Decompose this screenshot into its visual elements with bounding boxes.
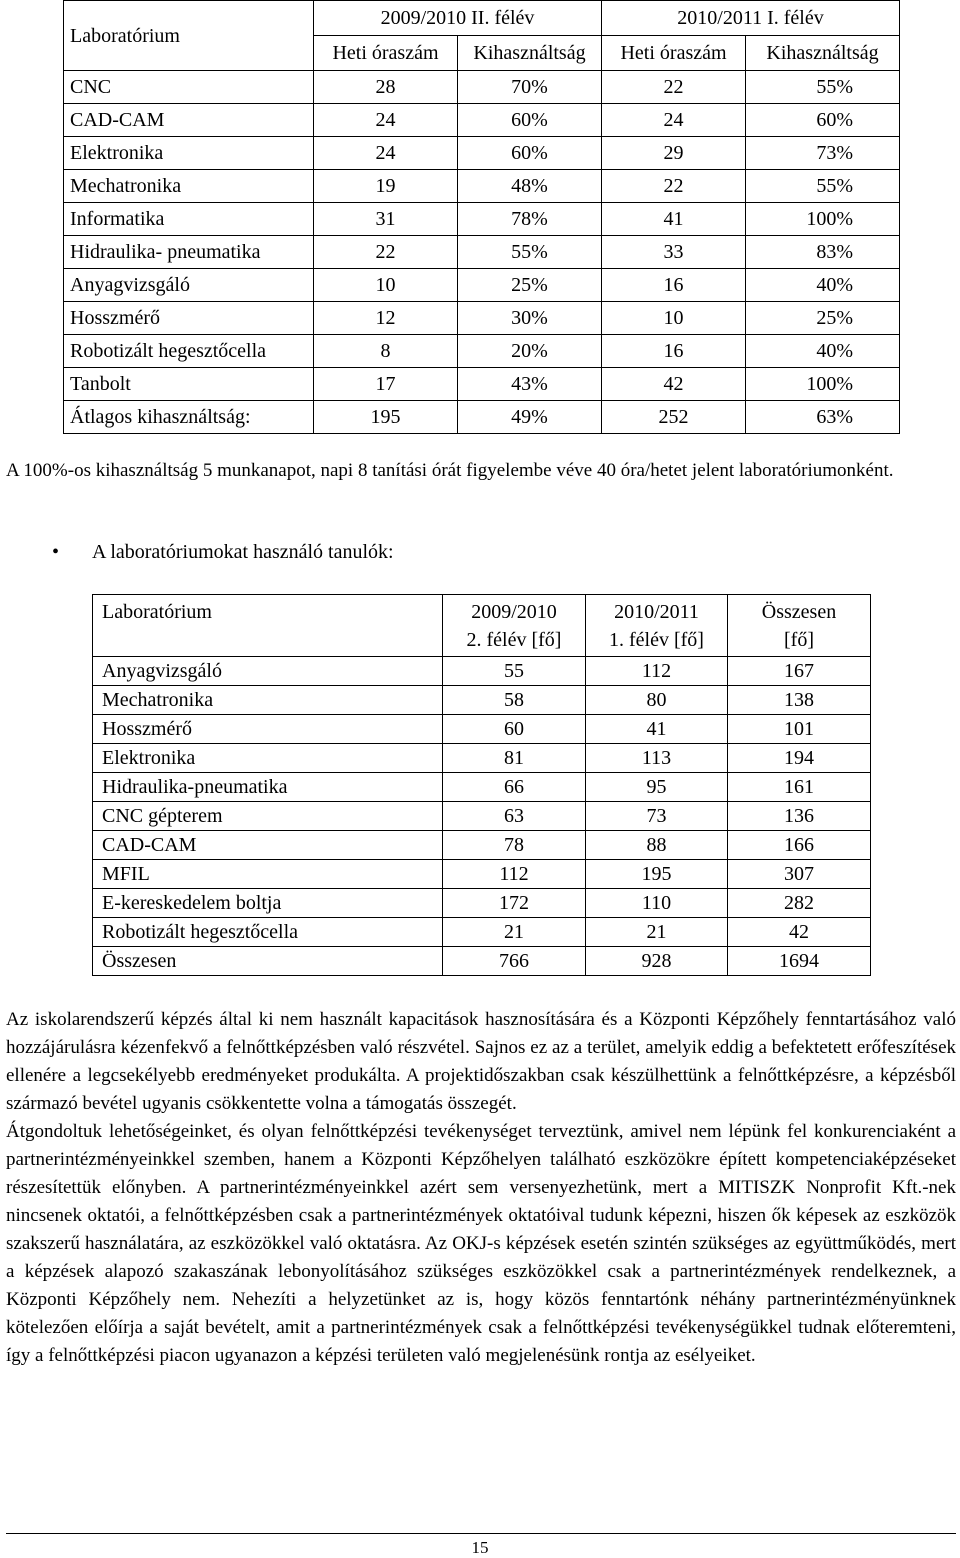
row-hours-sem1: 19: [314, 170, 458, 203]
row-students-period-2: 195: [586, 860, 728, 889]
row-util-sem2: 73%: [746, 137, 900, 170]
header-utilization: Kihasználtság: [458, 36, 602, 71]
table-row: [93, 918, 871, 947]
header-total-unit: [fő]: [784, 629, 814, 651]
row-util-sem1: 60%: [458, 104, 602, 137]
utilization-note: A 100%-os kihasználtság 5 munkanapot, napi 8 tanítási órát figyelembe véve 40 óra/hetet jelent laboratóriumonként.: [6, 460, 894, 481]
table-row: [64, 170, 900, 203]
row-util-sem2: 100%: [746, 203, 900, 236]
table-row: [93, 802, 871, 831]
row-util-sem1: 49%: [458, 401, 602, 434]
row-students-period-1: 766: [443, 947, 586, 976]
row-hours-sem1: 17: [314, 368, 458, 401]
header-weekly-hours: Heti óraszám: [314, 36, 458, 71]
row-hours-sem1: 28: [314, 71, 458, 104]
row-util-sem2: 63%: [746, 401, 900, 434]
table-row: [64, 137, 900, 170]
row-students-period-2: 112: [586, 657, 728, 686]
row-util-sem1: 78%: [458, 203, 602, 236]
row-util-sem2: 100%: [746, 368, 900, 401]
table-row: [93, 686, 871, 715]
row-students-total: 282: [728, 889, 871, 918]
row-hours-sem2: 22: [602, 170, 746, 203]
table-row: [93, 860, 871, 889]
row-laboratory: Robotizált hegesztőcella: [93, 918, 443, 947]
row-students-period-2: 73: [586, 802, 728, 831]
row-students-total: 307: [728, 860, 871, 889]
row-laboratory: CAD-CAM: [64, 104, 314, 137]
header-laboratory: Laboratórium: [64, 1, 314, 71]
row-students-period-2: 21: [586, 918, 728, 947]
row-util-sem1: 60%: [458, 137, 602, 170]
row-students-period-2: 41: [586, 715, 728, 744]
row-util-sem2: 60%: [746, 104, 900, 137]
bullet-icon: •: [52, 541, 60, 563]
row-students-period-1: 55: [443, 657, 586, 686]
row-laboratory: Anyagvizsgáló: [64, 269, 314, 302]
row-students-total: 1694: [728, 947, 871, 976]
table-row: [93, 657, 871, 686]
row-students-period-1: 172: [443, 889, 586, 918]
row-laboratory: Robotizált hegesztőcella: [64, 335, 314, 368]
table-row: [64, 203, 900, 236]
row-util-sem1: 30%: [458, 302, 602, 335]
row-laboratory: CNC: [64, 71, 314, 104]
header-total-label: Összesen: [761, 601, 837, 623]
row-laboratory: Anyagvizsgáló: [93, 657, 443, 686]
row-hours-sem2: 252: [602, 401, 746, 434]
row-hours-sem1: 31: [314, 203, 458, 236]
row-util-sem1: 25%: [458, 269, 602, 302]
row-students-period-1: 78: [443, 831, 586, 860]
table-row: [64, 401, 900, 434]
row-hours-sem2: 16: [602, 269, 746, 302]
table-row: [64, 236, 900, 269]
row-util-sem1: 43%: [458, 368, 602, 401]
header-weekly-hours: Heti óraszám: [602, 36, 746, 71]
row-students-period-2: 95: [586, 773, 728, 802]
row-students-period-2: 113: [586, 744, 728, 773]
row-students-period-1: 81: [443, 744, 586, 773]
row-students-total: 136: [728, 802, 871, 831]
row-students-total: 194: [728, 744, 871, 773]
row-hours-sem2: 24: [602, 104, 746, 137]
header-period-2-semester: 1. félév [fő]: [609, 629, 704, 651]
table-row: [93, 947, 871, 976]
table-header-row: [93, 595, 871, 657]
row-hours-sem2: 33: [602, 236, 746, 269]
row-util-sem2: 40%: [746, 335, 900, 368]
row-laboratory: Elektronika: [93, 744, 443, 773]
row-students-total: 101: [728, 715, 871, 744]
row-students-period-1: 112: [443, 860, 586, 889]
table-row: [64, 71, 900, 104]
row-laboratory: Hosszmérő: [93, 715, 443, 744]
bullet-text: A laboratóriumokat használó tanulók:: [92, 541, 394, 563]
table-header-row: [64, 1, 900, 36]
table-row: [93, 715, 871, 744]
row-laboratory: Összesen: [93, 947, 443, 976]
row-students-total: 166: [728, 831, 871, 860]
lab-students-table: [92, 594, 871, 976]
page-number: 15: [471, 1538, 489, 1557]
row-hours-sem2: 29: [602, 137, 746, 170]
row-hours-sem1: 8: [314, 335, 458, 368]
row-students-period-1: 63: [443, 802, 586, 831]
row-students-total: 167: [728, 657, 871, 686]
row-util-sem1: 55%: [458, 236, 602, 269]
header-laboratory: Laboratórium: [93, 595, 443, 657]
row-students-period-2: 80: [586, 686, 728, 715]
row-laboratory: Elektronika: [64, 137, 314, 170]
row-laboratory: Informatika: [64, 203, 314, 236]
row-laboratory: Mechatronika: [64, 170, 314, 203]
row-hours-sem2: 10: [602, 302, 746, 335]
row-util-sem2: 55%: [746, 170, 900, 203]
header-period-2: [586, 595, 728, 657]
row-students-period-2: 110: [586, 889, 728, 918]
row-util-sem2: 40%: [746, 269, 900, 302]
row-util-sem1: 20%: [458, 335, 602, 368]
row-util-sem2: 83%: [746, 236, 900, 269]
header-total: [728, 595, 871, 657]
paragraph: Átgondoltuk lehetőségeinket, és olyan felnőttképzési tevékenységet terveztünk, amivel nem lépünk fel konkurenciaként a partnerintézményeinkkel szemben, hanem a Központi Képzőhelyen található eszközökre épített kompetenciaképzéseket részesítettük előnyben. A partnerintézményeinkkel azért sem versenyezhetünk, mert a MITISZK Nonprofit Kft.-nek nincsenek oktatói, a felnőttképzésben csak a partnerintézmények oktatóival tudunk képezni, hiszen ők képesek az eszközök szakszerű használatára, az eszközökkel való oktatásra. Az OKJ-s képzések esetén szintén szükséges az együttműködés, mert a képzések alapozó szakaszának lebonyolításához szükséges eszközökkel csak a partnerintézmények rendelkeznek, a Központi Képzőhely nem. Nehezíti a helyzetünket az is, hogy közös fenntartónk néhány partnerintézményünknek kötelezően előírja a saját bevételt, amit a partnerintézmények csak a felnőttképzési tevékenységükkel tudnak előteremteni, így a felnőttképzési piacon ugyanazon a képzési területen való megjelenésünk rontja az esélyeiket.: [6, 1121, 956, 1366]
header-semester-2: 2010/2011 I. félév: [602, 1, 900, 36]
row-util-sem2: 25%: [746, 302, 900, 335]
table-row: [64, 335, 900, 368]
lab-utilization-table: [63, 0, 900, 434]
header-period-1-year: 2009/2010: [471, 601, 557, 623]
row-students-period-1: 21: [443, 918, 586, 947]
row-laboratory: Átlagos kihasználtság:: [64, 401, 314, 434]
row-laboratory: Tanbolt: [64, 368, 314, 401]
row-laboratory: MFIL: [93, 860, 443, 889]
body-text: [6, 1006, 956, 1370]
header-period-1-semester: 2. félév [fő]: [466, 629, 562, 651]
footer-divider: [6, 1533, 956, 1534]
header-period-2-year: 2010/2011: [614, 601, 699, 623]
row-util-sem1: 70%: [458, 71, 602, 104]
row-hours-sem1: 24: [314, 104, 458, 137]
table-row: [93, 773, 871, 802]
row-laboratory: Hidraulika-pneumatika: [93, 773, 443, 802]
row-students-period-1: 66: [443, 773, 586, 802]
row-hours-sem2: 42: [602, 368, 746, 401]
row-hours-sem1: 22: [314, 236, 458, 269]
row-hours-sem1: 10: [314, 269, 458, 302]
row-students-period-2: 88: [586, 831, 728, 860]
row-laboratory: Hosszmérő: [64, 302, 314, 335]
table-row: [64, 104, 900, 137]
row-students-total: 161: [728, 773, 871, 802]
row-students-total: 42: [728, 918, 871, 947]
row-laboratory: Hidraulika- pneumatika: [64, 236, 314, 269]
row-laboratory: CNC gépterem: [93, 802, 443, 831]
row-laboratory: Mechatronika: [93, 686, 443, 715]
row-util-sem2: 55%: [746, 71, 900, 104]
row-util-sem1: 48%: [458, 170, 602, 203]
table-row: [64, 269, 900, 302]
row-students-total: 138: [728, 686, 871, 715]
table-row: [93, 744, 871, 773]
row-laboratory: E-kereskedelem boltja: [93, 889, 443, 918]
row-hours-sem1: 195: [314, 401, 458, 434]
row-laboratory: CAD-CAM: [93, 831, 443, 860]
row-students-period-1: 58: [443, 686, 586, 715]
table-row: [93, 889, 871, 918]
row-hours-sem1: 24: [314, 137, 458, 170]
row-hours-sem2: 22: [602, 71, 746, 104]
header-utilization: Kihasználtság: [746, 36, 900, 71]
row-students-period-2: 928: [586, 947, 728, 976]
paragraph: Az iskolarendszerű képzés által ki nem használt kapacitások hasznosítására és a Központi Képzőhely fenntartásához való hozzájárulásra kézenfekvő a felnőttképzésben való részvétel. Sajnos ez az a terület, amelyik eddig a befektetett erőfeszítések ellenére a legcsekélyebb eredményeket produkálta. A projektidőszakban csak készülhettünk a felnőttképzésre, a képzésből származó bevétel ugyanis csökkentette volna a támogatás összegét.: [6, 1009, 956, 1114]
row-hours-sem1: 12: [314, 302, 458, 335]
header-period-1: [443, 595, 586, 657]
table-row: [93, 831, 871, 860]
row-students-period-1: 60: [443, 715, 586, 744]
header-semester-1: 2009/2010 II. félév: [314, 1, 602, 36]
table-row: [64, 368, 900, 401]
table-row: [64, 302, 900, 335]
row-hours-sem2: 16: [602, 335, 746, 368]
row-hours-sem2: 41: [602, 203, 746, 236]
